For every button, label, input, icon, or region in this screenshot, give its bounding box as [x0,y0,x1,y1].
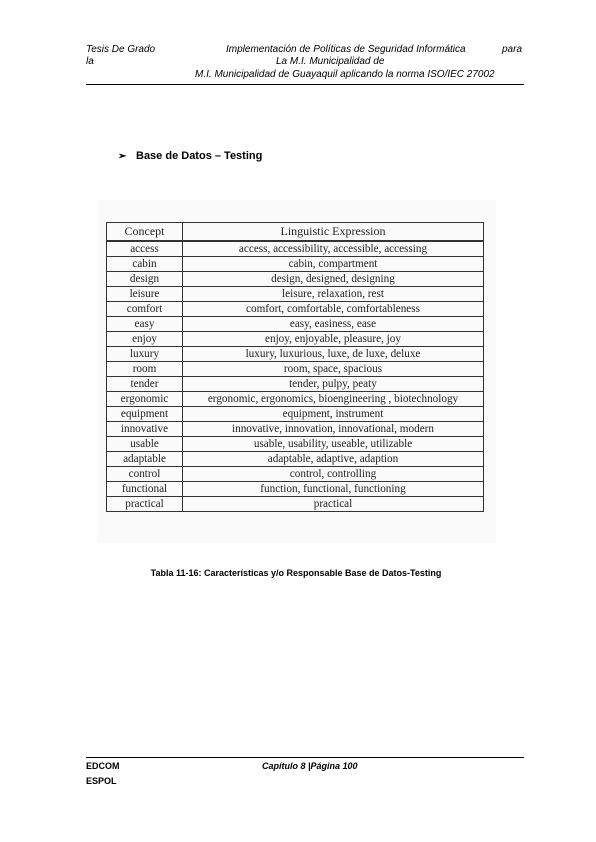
linguistic-expression-cell: function, functional, functioning [183,482,484,497]
table-row [107,257,484,272]
linguistic-expression-cell: usable, usability, useable, utilizable [183,437,484,452]
table-row [107,467,484,482]
concept-cell: easy [107,317,183,332]
concept-cell: leisure [107,287,183,302]
column-header-linguistic-expression: Linguistic Expression [183,223,484,242]
linguistic-expression-cell: easy, easiness, ease [183,317,484,332]
linguistic-expression-cell: control, controlling [183,467,484,482]
table-row [107,497,484,512]
table-row [107,302,484,317]
table-header-row [107,223,484,242]
linguistic-expression-cell: innovative, innovation, innovational, modern [183,422,484,437]
concept-cell: adaptable [107,452,183,467]
concept-cell: practical [107,497,183,512]
concept-cell: design [107,272,183,287]
linguistic-expression-cell: adaptable, adaptive, adaption [183,452,484,467]
linguistic-expression-cell: leisure, relaxation, rest [183,287,484,302]
concept-cell: functional [107,482,183,497]
header-title-line2: La M.I. Municipalidad de [276,56,385,67]
concept-cell: ergonomic [107,392,183,407]
linguistic-expression-cell: practical [183,497,484,512]
linguistic-expression-cell: equipment, instrument [183,407,484,422]
header-title-line3: M.I. Municipalidad de Guayaquil aplicando la norma ISO/IEC 27002 [195,69,495,80]
linguistic-expression-cell: comfort, comfortable, comfortableness [183,302,484,317]
concept-cell: room [107,362,183,377]
linguistic-expression-cell: access, accessibility, accessible, accessing [183,241,484,257]
linguistic-expression-cell: room, space, spacious [183,362,484,377]
linguistic-expression-cell: luxury, luxurious, luxe, de luxe, deluxe [183,347,484,362]
header-title-line1: Implementación de Políticas de Seguridad Informática [226,44,466,55]
footer-divider [86,757,524,758]
table-row [107,287,484,302]
linguistic-expression-cell: enjoy, enjoyable, pleasure, joy [183,332,484,347]
header-title-para: para [502,44,523,55]
footer-org1: EDCOM [86,761,120,771]
footer-chapter-page: Capítulo 8 |Página 100 [262,761,358,771]
table-row [107,362,484,377]
linguistic-expression-cell: tender, pulpy, peaty [183,377,484,392]
arrow-bullet-icon: ➢ [118,151,127,162]
caption-text: Tabla 11-16: Características y/o Responsable Base de Datos-Testing [150,568,442,578]
footer-org2: ESPOL [86,776,117,786]
table-row [107,332,484,347]
concept-cell: cabin [107,257,183,272]
column-header-concept: Concept [107,223,183,242]
header-divider [86,84,524,85]
table-row [107,377,484,392]
concept-cell: luxury [107,347,183,362]
table-row [107,407,484,422]
concept-cell: enjoy [107,332,183,347]
table-row [107,452,484,467]
table-row [107,241,484,257]
section-title: Base de Datos – Testing [136,150,263,162]
header-left-line1: Tesis De Grado [86,44,156,55]
concept-cell: tender [107,377,183,392]
concept-cell: equipment [107,407,183,422]
table-row [107,347,484,362]
table-row [107,437,484,452]
table-row [107,392,484,407]
concept-cell: comfort [107,302,183,317]
concept-cell: control [107,467,183,482]
concept-cell: access [107,241,183,257]
concept-cell: usable [107,437,183,452]
table-caption [0,568,596,578]
linguistic-expression-cell: design, designed, designing [183,272,484,287]
concept-table [106,222,484,512]
section-heading [118,150,262,162]
header-left-line2: la [86,56,94,67]
table-row [107,422,484,437]
table-row [107,317,484,332]
linguistic-expression-cell: ergonomic, ergonomics, bioengineering , biotechnology [183,392,484,407]
linguistic-expression-cell: cabin, compartment [183,257,484,272]
concept-cell: innovative [107,422,183,437]
table-row [107,482,484,497]
table-row [107,272,484,287]
